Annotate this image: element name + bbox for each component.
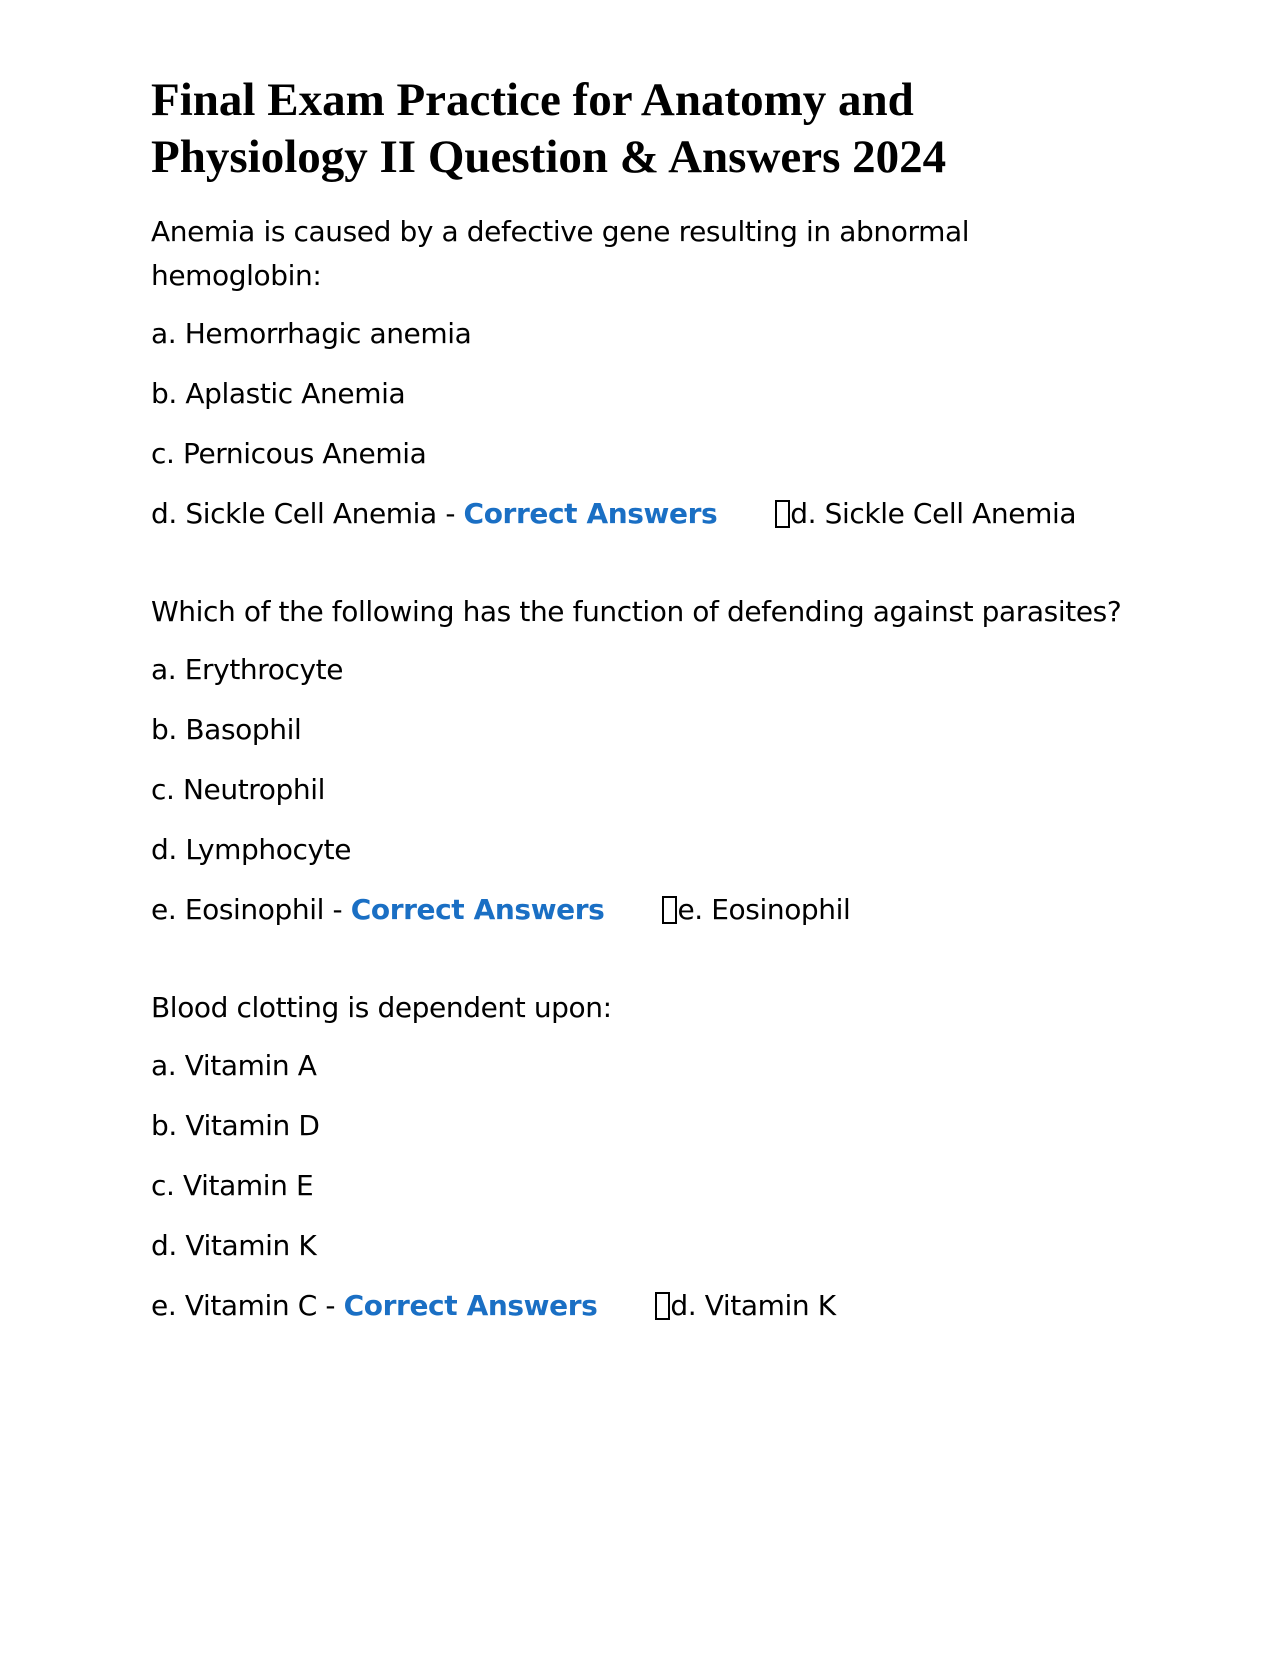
- option-c: c. Neutrophil: [151, 773, 325, 806]
- answer-line: [151, 492, 1151, 536]
- question-text: Anemia is caused by a defective gene resulting in abnormal hemoglobin:: [151, 215, 970, 292]
- answer-line: [151, 888, 1151, 932]
- option-d: d. Lymphocyte: [151, 833, 352, 866]
- option-d: d. Vitamin K: [151, 1229, 317, 1262]
- question-block-3: [151, 986, 1151, 1328]
- missing-glyph-icon: [655, 1292, 670, 1320]
- option-c: c. Vitamin E: [151, 1169, 314, 1202]
- correct-answers-label: Correct Answers: [463, 497, 718, 530]
- option-a: a. Vitamin A: [151, 1049, 317, 1082]
- option-a: a. Erythrocyte: [151, 653, 344, 686]
- question-text: Which of the following has the function of defending against parasites?: [151, 595, 1122, 628]
- answer-option-text: e. Vitamin C -: [151, 1289, 336, 1322]
- option-b: b. Aplastic Anemia: [151, 377, 406, 410]
- correct-answer-value: d. Vitamin K: [670, 1289, 836, 1322]
- question-text: Blood clotting is dependent upon:: [151, 991, 612, 1024]
- option-a: a. Hemorrhagic anemia: [151, 317, 472, 350]
- question-block-2: [151, 590, 1151, 932]
- missing-glyph-icon: [662, 896, 677, 924]
- option-b: b. Vitamin D: [151, 1109, 320, 1142]
- correct-answers-label: Correct Answers: [343, 1289, 598, 1322]
- missing-glyph-icon: [775, 500, 790, 528]
- answer-option-text: d. Sickle Cell Anemia -: [151, 497, 456, 530]
- option-b: b. Basophil: [151, 713, 302, 746]
- document-page: [151, 72, 1151, 1328]
- option-c: c. Pernicous Anemia: [151, 437, 427, 470]
- correct-answer-value: e. Eosinophil: [677, 893, 851, 926]
- answer-option-text: e. Eosinophil -: [151, 893, 343, 926]
- question-block-1: [151, 210, 1151, 536]
- answer-line: [151, 1284, 1151, 1328]
- correct-answer-value: d. Sickle Cell Anemia: [790, 497, 1077, 530]
- document-title: Final Exam Practice for Anatomy and Physiology II Question & Answers 2024: [151, 74, 947, 183]
- correct-answers-label: Correct Answers: [350, 893, 605, 926]
